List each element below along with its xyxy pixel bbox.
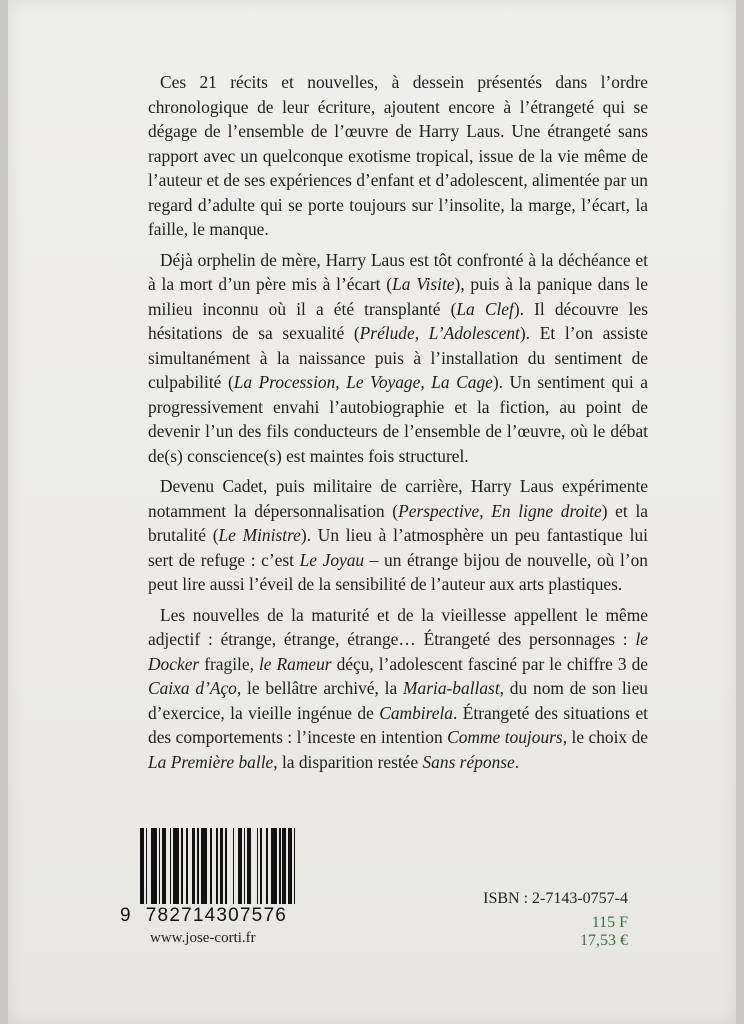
work-title: le Rameur (258, 653, 332, 674)
barcode-bar (238, 828, 242, 904)
blurb-text (148, 70, 648, 780)
text-run: ) et la brutalité ( (148, 500, 648, 545)
price-francs: 115 F (591, 914, 628, 931)
barcode-bar (247, 828, 251, 904)
blurb-paragraph (148, 70, 648, 242)
barcode-bar (233, 828, 235, 904)
isbn: ISBN : 2-7143-0757-4 (483, 890, 628, 907)
text-run: ). Il découvre les hésitations de sa sexualité ( (148, 298, 649, 343)
barcode-bar (181, 828, 183, 904)
barcode-bar (159, 828, 161, 904)
barcode-bar (140, 828, 144, 904)
work-title: Maria-ballast (403, 678, 500, 698)
work-title: Perspective, En ligne droite (398, 500, 602, 521)
work-title: Cambirela (379, 702, 453, 723)
work-title: Prélude, L’Adolescent (359, 323, 520, 343)
text-run: déçu, l’adolescent fasciné par le chiffre 3 de (331, 653, 648, 674)
barcode-bar (220, 828, 224, 904)
work-title: Le Ministre (218, 525, 301, 545)
work-title: La Procession, Le Voyage, La Cage (233, 372, 493, 392)
barcode-lead-digit: 9 (120, 905, 132, 926)
text-run: , le bellâtre archivé, la (236, 678, 404, 698)
text-run: , du nom de son lieu d’exercice, la vieille ingénue de (148, 678, 649, 723)
blurb-paragraph (148, 248, 648, 469)
barcode-bar (201, 828, 207, 904)
text-run: Ces 21 récits et nouvelles, à dessein présentés dans l’ordre chronologique de leur écriture, ajoutent encore à l’étrangeté qui se dégage de l’ensemble de l’œuvre de Harry Laus. Une étrangeté sans rapport avec un quelconque exotisme tropical, issue de la vie même de l’auteur et de ses expériences d’enfant et d’adolescent, alimentée par un regard d’adulte qui se porte toujours sur l’insolite, la marge, l’écart, la faille, le manque. (148, 72, 648, 239)
barcode-bar (282, 828, 286, 904)
barcode-bar (279, 828, 281, 904)
work-title: La Clef (456, 298, 514, 319)
barcode-bar (271, 828, 277, 904)
barcode-bar (170, 828, 172, 904)
work-title: Caixa d’Aço (148, 678, 237, 698)
text-run: Les nouvelles de la maturité et de la vieillesse appellent le même adjectif : étrange, étrange, étrange… Étrangeté des personnages : (148, 604, 648, 649)
work-title: Sans réponse (422, 751, 515, 772)
barcode-bar (288, 828, 292, 904)
text-run: Déjà orphelin de mère, Harry Laus est tôt confronté à la déchéance et à la mort d’un père mis à l’écart ( (148, 249, 648, 294)
barcode-number (120, 905, 320, 927)
barcode-bar (151, 828, 157, 904)
barcode-bar (266, 828, 268, 904)
text-run: ). Un lieu à l’atmosphère un peu fantastique lui sert de refuge : c’est (148, 525, 648, 570)
text-run: ). Et l’on assiste simultanément à la naissance puis à l’installation du sentiment de culpabilité ( (148, 323, 648, 392)
barcode-bar (244, 828, 246, 904)
work-title: La Première balle (148, 751, 274, 772)
text-run: – un étrange bijou de nouvelle, où l’on peut lire aussi l’éveil de la sensibilité de l’auteur aux arts plastiques. (148, 549, 648, 594)
barcode-bar (257, 828, 259, 904)
text-run: , le choix de (562, 727, 648, 747)
barcode-bar (225, 828, 227, 904)
work-title: Comme toujours (447, 727, 563, 747)
work-title: Le Joyau (299, 549, 365, 570)
barcode-bar (294, 828, 296, 904)
work-title: La Visite (392, 274, 455, 294)
barcode-bar (173, 828, 179, 904)
barcode (120, 828, 320, 927)
blurb-paragraph (148, 603, 648, 775)
back-cover (8, 0, 736, 1024)
text-run: ), puis à la panique dans le milieu inconnu où il a été transplanté ( (148, 274, 648, 319)
text-run: fragile, (199, 653, 259, 674)
barcode-bar (210, 828, 212, 904)
price-euros: 17,53 € (580, 932, 628, 949)
publisher-website: www.jose-corti.fr (150, 930, 256, 946)
barcode-bar (186, 828, 188, 904)
barcode-digits: 782714307576 (145, 905, 287, 926)
text-run: , la disparition restée (273, 751, 423, 772)
barcode-bar (192, 828, 196, 904)
text-run: ). Un sentiment qui a progressivement envahi l’autobiographie et la fiction, au point de devenir l’un des fils conducteurs de l’ensemble de l’œuvre, où le débat de(s) conscience(s) est maintes fois structurel. (148, 372, 649, 466)
barcode-bar (216, 828, 218, 904)
text-run: . (514, 751, 520, 772)
barcode-bar (146, 828, 148, 904)
barcode-bar (260, 828, 262, 904)
work-title: le Docker (148, 629, 648, 674)
text-run: . Étrangeté des situations et des comportements : l’inceste en intention (148, 702, 648, 747)
text-run: Devenu Cadet, puis militaire de carrière, Harry Laus expérimente notamment la dépersonnalisation ( (148, 476, 648, 521)
blurb-paragraph (148, 474, 648, 597)
barcode-bar (197, 828, 199, 904)
barcode-bar (162, 828, 166, 904)
barcode-bars (140, 828, 320, 904)
